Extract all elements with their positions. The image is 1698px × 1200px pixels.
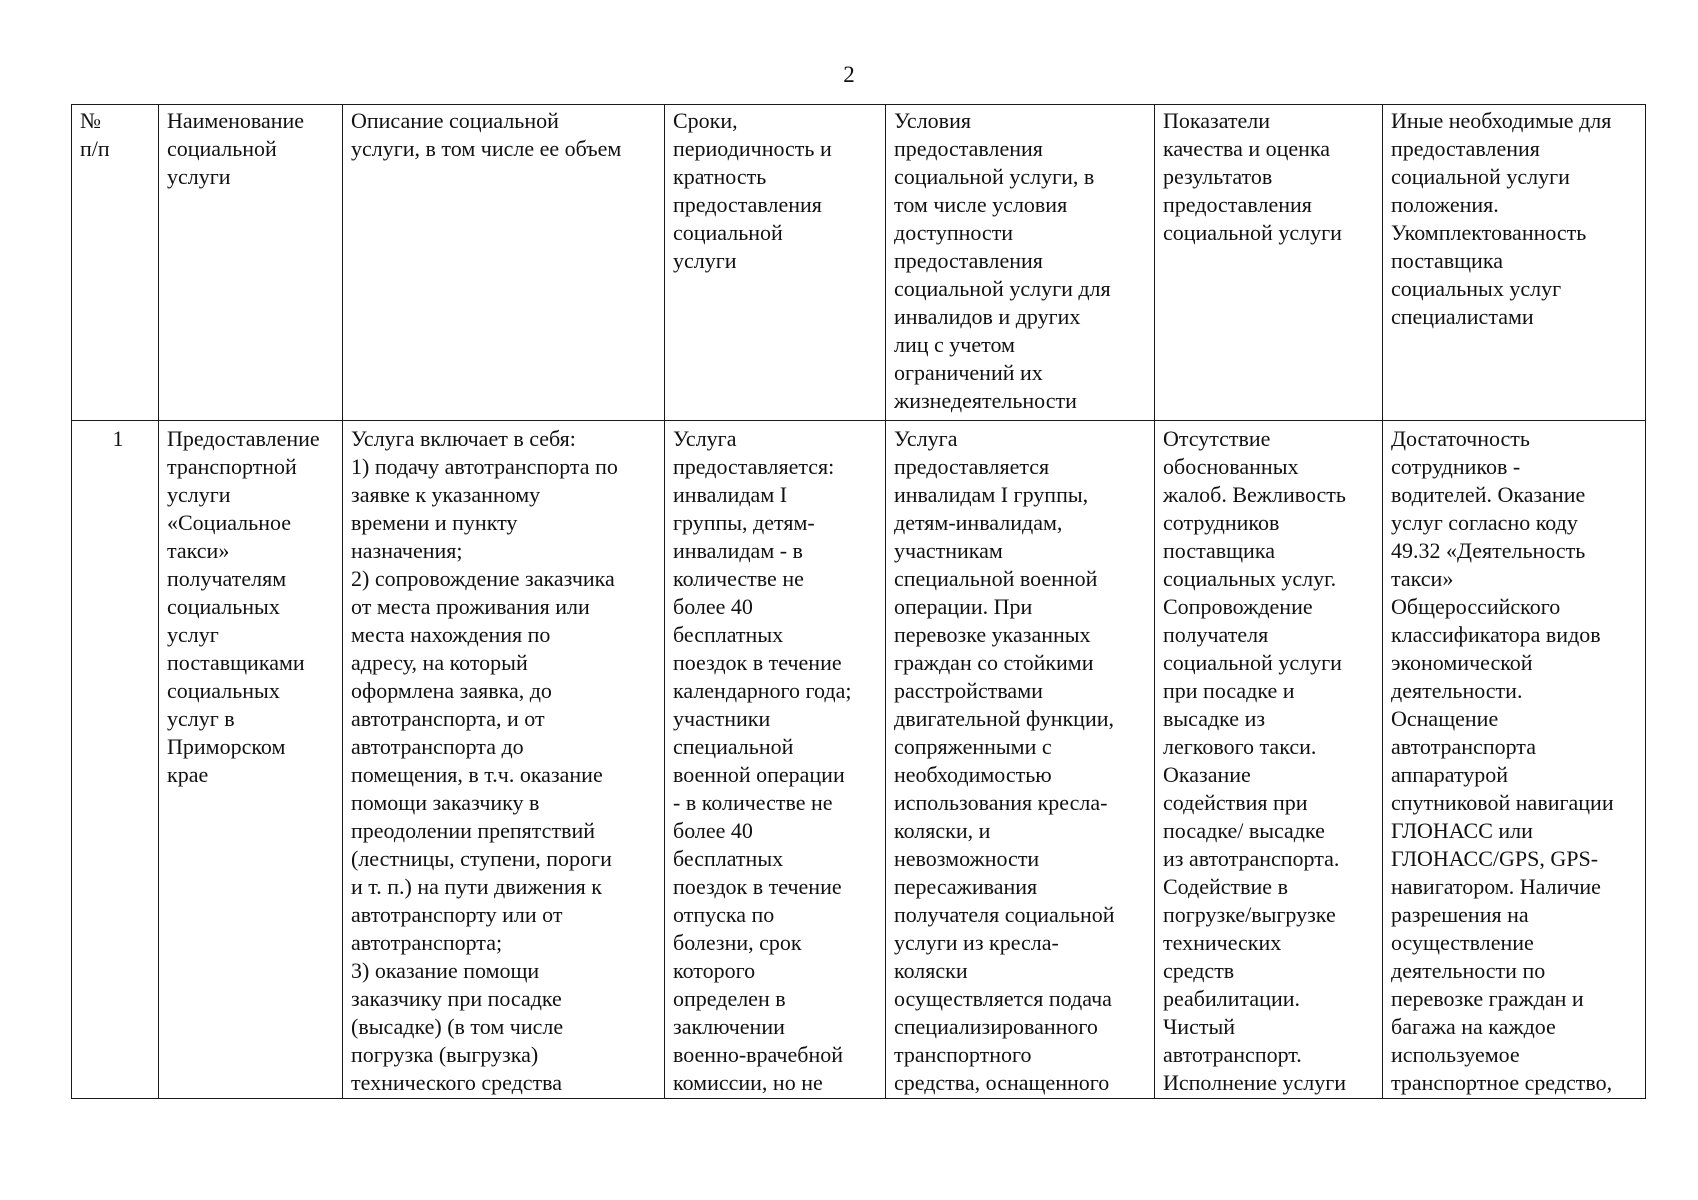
header-number: № п/п [72, 105, 159, 421]
page-number: 2 [843, 62, 855, 87]
table-header-row [72, 105, 1646, 421]
row-quality-indicators: Отсутствие обоснованных жалоб. Вежливость сотрудников поставщика социальных услуг. Сопровождение получателя социальной услуги при посадке и высадке из легкового такси. Оказание содействия при посадке/ высадке из автотранспорта. Содействие в погрузке/выгрузке технических средств реабилитации. Чистый автотранспорт. Исполнение услуги [1155, 421, 1383, 1099]
header-conditions: Условия предоставления социальной услуги, в том числе условия доступности предоставления социальной услуги для инвалидов и других лиц с учетом ограничений их жизнедеятельности [886, 105, 1155, 421]
table-row [72, 421, 1646, 1099]
row-other-provisions: Достаточность сотрудников - водителей. Оказание услуг согласно коду 49.32 «Деятельность такси» Общероссийского классификатора видов экономической деятельности. Оснащение автотранспорта аппаратурой спутниковой навигации ГЛОНАСС или ГЛОНАСС/GPS, GPS- навигатором. Наличие разрешения на осуществление деятельности по перевозке граждан и багажа на каждое используемое транспортное средство, [1383, 421, 1646, 1099]
row-description: Услуга включает в себя: 1) подачу автотранспорта по заявке к указанному времени и пункту назначения; 2) сопровождение заказчика от места проживания или места нахождения по адресу, на который оформлена заявка, до автотранспорта, и от автотранспорта до помещения, в т.ч. оказание помощи заказчику в преодолении препятствий (лестницы, ступени, пороги и т. п.) на пути движения к автотранспорту или от автотранспорта; 3) оказание помощи заказчику при посадке (высадке) (в том числе погрузка (выгрузка) технического средства [343, 421, 665, 1099]
header-quality-indicators: Показатели качества и оценка результатов предоставления социальной услуги [1155, 105, 1383, 421]
header-description: Описание социальной услуги, в том числе ее объем [343, 105, 665, 421]
row-terms: Услуга предоставляется: инвалидам I группы, детям- инвалидам - в количестве не более 40 бесплатных поездок в течение календарного года; участники специальной военной операции - в количестве не более 40 бесплатных поездок в течение отпуска по болезни, срок которого определен в заключении военно-врачебной комиссии, но не [665, 421, 886, 1099]
header-terms: Сроки, периодичность и кратность предоставления социальной услуги [665, 105, 886, 421]
row-service-name: Предоставление транспортной услуги «Социальное такси» получателям социальных услуг поставщиками социальных услуг в Приморском крае [159, 421, 343, 1099]
row-number: 1 [72, 421, 159, 1099]
row-conditions: Услуга предоставляется инвалидам I группы, детям-инвалидам, участникам специальной военной операции. При перевозке указанных граждан со стойкими расстройствами двигательной функции, сопряженными с необходимостью использования кресла- коляски, и невозможности пересаживания получателя социальной услуги из кресла- коляски осуществляется подача специализированного транспортного средства, оснащенного [886, 421, 1155, 1099]
header-other-provisions: Иные необходимые для предоставления социальной услуги положения. Укомплектованность поставщика социальных услуг специалистами [1383, 105, 1646, 421]
header-service-name: Наименование социальной услуги [159, 105, 343, 421]
social-service-table [71, 104, 1646, 1099]
